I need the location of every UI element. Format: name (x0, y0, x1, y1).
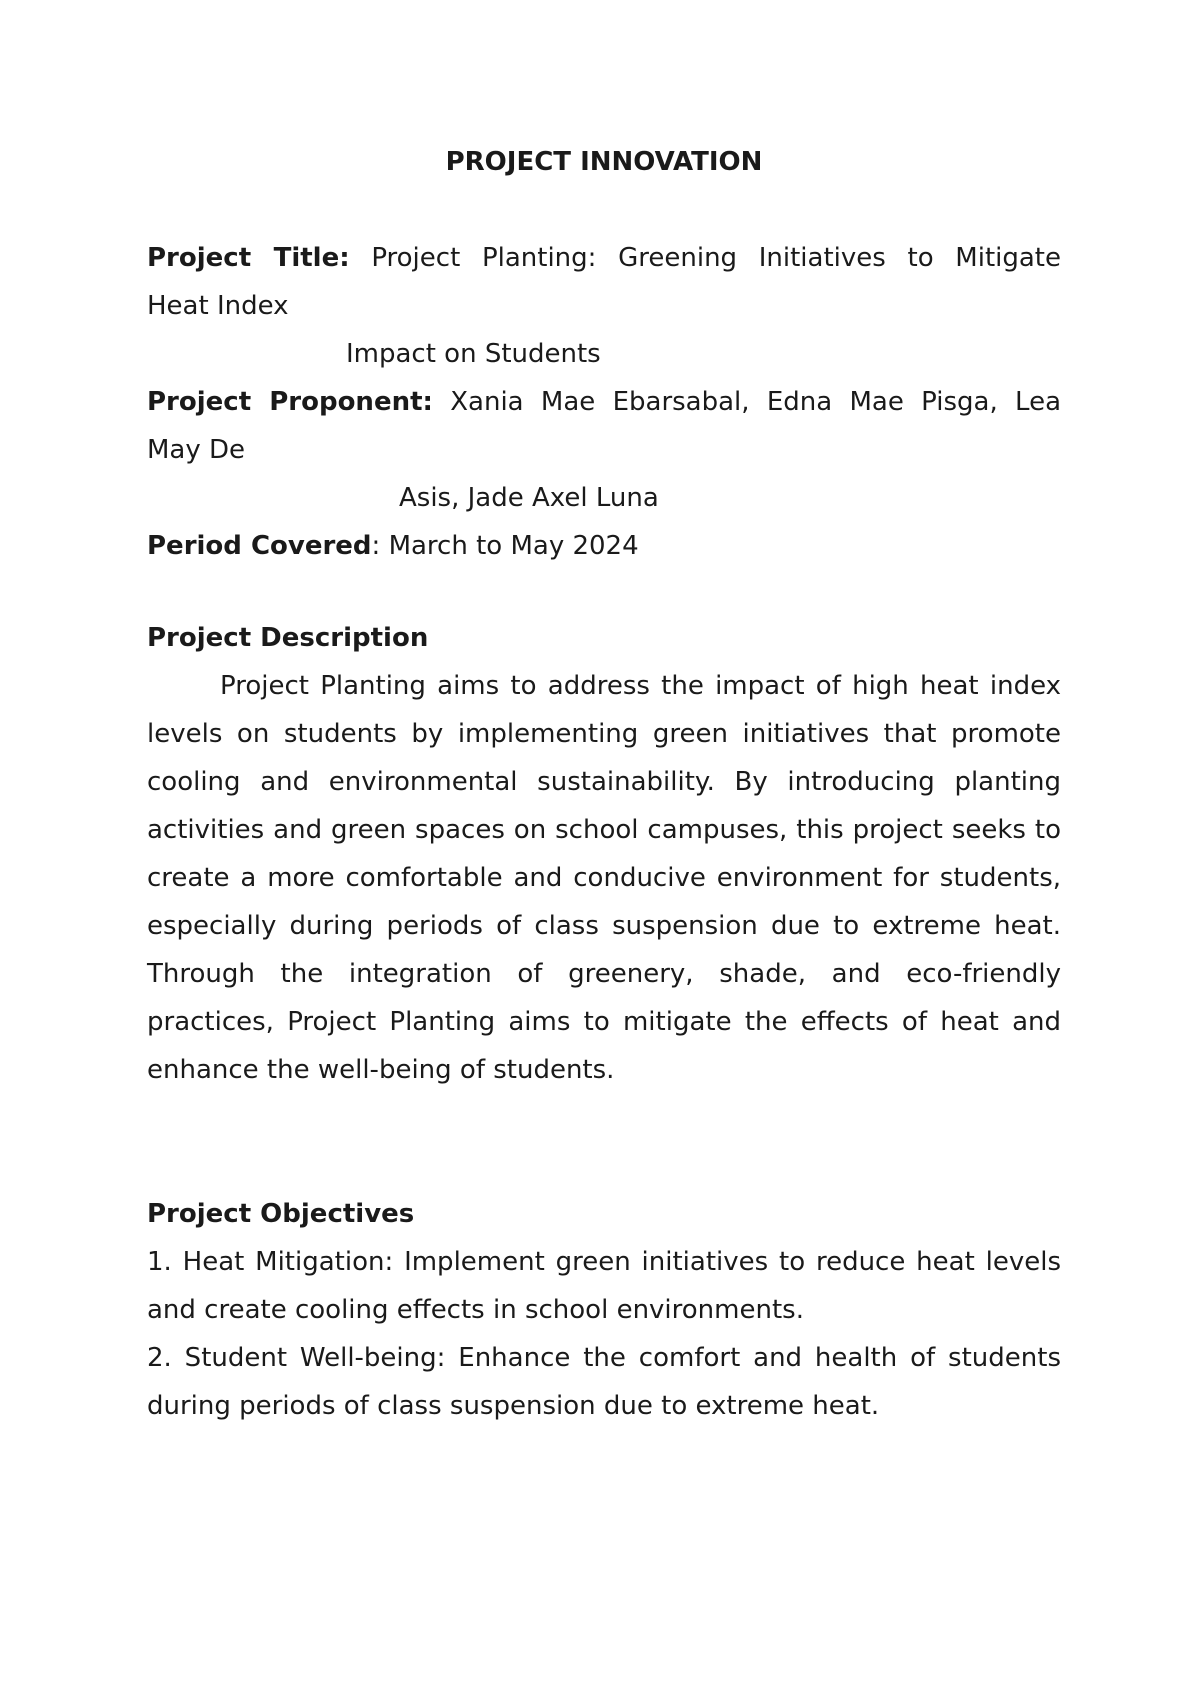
description-body: Project Planting aims to address the impact of high heat index levels on students by implementing green initiatives that promote cooling and environmental sustainability. By introducing planting activities and green spaces on school campuses, this project seeks to create a more comfortable and conducive environment for students, especially during periods of class suspension due to extreme heat. Through the integration of greenery, shade, and eco-friendly practices, Project Planting aims to mitigate the effects of heat and enhance the well-being of students. (147, 671, 1061, 1085)
project-proponent-value-3: Asis, Jade Axel Luna (399, 483, 659, 513)
project-title-label: Project Title: (147, 243, 350, 273)
description-heading: Project Description (147, 623, 429, 653)
project-proponent-label: Project Proponent: (147, 387, 433, 417)
project-proponent-value-2: May De (147, 435, 246, 465)
period-covered-label: Period Covered (147, 531, 372, 561)
objectives-heading: Project Objectives (147, 1199, 415, 1229)
project-title-value-3: Impact on Students (346, 339, 601, 369)
project-proponent-value-1: Xania Mae Ebarsabal, Edna Mae Pisga, Lea (450, 387, 1062, 417)
period-covered-line (147, 522, 1061, 570)
period-covered-value: : March to May 2024 (371, 531, 639, 561)
objective-item-2: 2. Student Well-being: Enhance the comfort and health of students during periods of class suspension due to extreme heat. (147, 1343, 1061, 1421)
objectives-section (147, 1190, 1061, 1430)
project-meta (147, 234, 1061, 570)
project-title-value-1: Project Planting: Greening Initiatives to Mitigate (371, 243, 1061, 273)
document-page (147, 0, 1061, 1696)
objective-item-1: 1. Heat Mitigation: Implement green initiatives to reduce heat levels and create cooling effects in school environments. (147, 1247, 1061, 1325)
description-section (147, 614, 1061, 1094)
project-title-line (147, 234, 1061, 282)
project-title-value-2: Heat Index (147, 291, 289, 321)
document-title: PROJECT INNOVATION (445, 147, 763, 177)
project-proponent-line (147, 378, 1061, 426)
